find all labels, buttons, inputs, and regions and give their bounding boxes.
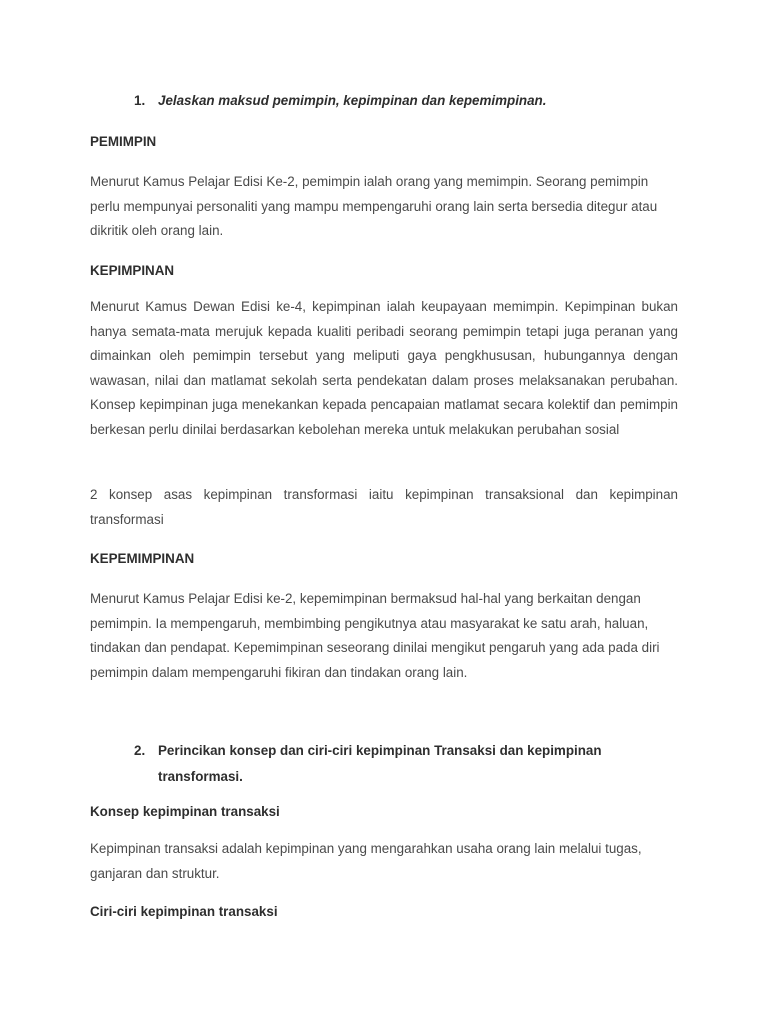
heading-konsep-transaksi: Konsep kepimpinan transaksi — [90, 804, 280, 819]
paragraph-pemimpin: Menurut Kamus Pelajar Edisi Ke-2, pemimpin ialah orang yang memimpin. Seorang pemimpin perlu mempunyai personaliti yang mampu mempengaruhi orang lain serta bersedia ditegur atau dikritik oleh orang lain. — [90, 174, 658, 238]
paragraph-kepimpinan: Menurut Kamus Dewan Edisi ke-4, kepimpinan ialah keupayaan memimpin. Kepimpinan bukan hanya semata-mata merujuk kepada kualiti peribadi seorang pemimpin tetapi juga peranan yang dimainkan oleh pemimpin tersebut yang meliputi gaya pengkhususan, hubungannya dengan wawasan, nilai dan matlamat sekolah serta pendekatan dalam proses melaksanakan perubahan. Konsep kepimpinan juga menekankan kepada pencapaian matlamat secara kolektif dan pemimpin berkesan perlu dinilai berdasarkan kebolehan mereka untuk melakukan perubahan sosial — [90, 299, 678, 437]
paragraph-kepemimpinan: Menurut Kamus Pelajar Edisi ke-2, kepemimpinan bermaksud hal-hal yang berkaitan dengan pemimpin. Ia mempengaruh, membimbing pengikutnya atau masyarakat ke satu arah, haluan, tindakan dan pendapat. Kepemimpinan seseorang dinilai mengikut pengaruh yang ada pada diri pemimpin dalam mempengaruhi fikiran dan tindakan orang lain. — [90, 591, 660, 680]
question-1 — [134, 88, 654, 114]
question-1-text: Jelaskan maksud pemimpin, kepimpinan dan kepemimpinan. — [158, 93, 547, 108]
paragraph-konsep-asas: 2 konsep asas kepimpinan transformasi iaitu kepimpinan transaksional dan kepimpinan transformasi — [90, 487, 678, 527]
heading-ciri-transaksi: Ciri-ciri kepimpinan transaksi — [90, 904, 278, 919]
question-1-number: 1. — [134, 93, 146, 108]
question-2 — [134, 738, 654, 790]
heading-kepimpinan: KEPIMPINAN — [90, 263, 175, 278]
paragraph-konsep-transaksi: Kepimpinan transaksi adalah kepimpinan yang mengarahkan usaha orang lain melalui tugas, ganjaran dan struktur. — [90, 841, 642, 881]
heading-kepemimpinan: KEPEMIMPINAN — [90, 551, 195, 566]
heading-pemimpin: PEMIMPIN — [90, 134, 157, 149]
question-2-number: 2. — [134, 743, 146, 758]
question-2-text: Perincikan konsep dan ciri-ciri kepimpinan Transaksi dan kepimpinan transformasi. — [158, 743, 602, 784]
